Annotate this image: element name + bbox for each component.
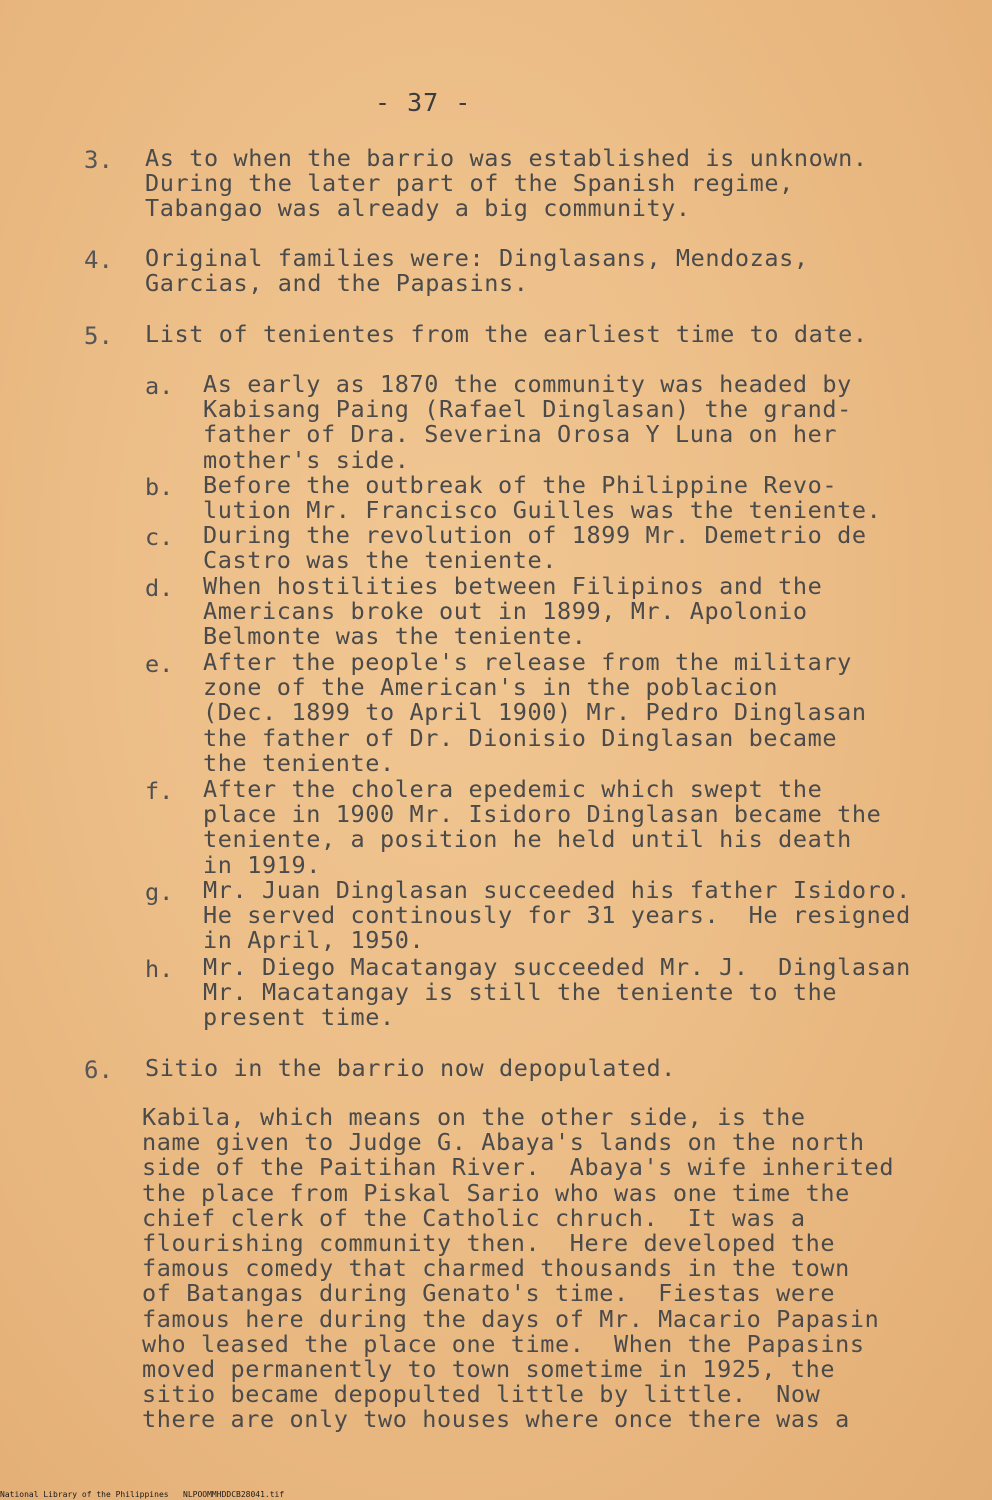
sub-item-letter: e. [145, 650, 174, 678]
footer-library: National Library of the Philippines [0, 1490, 169, 1499]
sub-item-letter: a. [145, 372, 174, 400]
scan-footer [0, 1489, 992, 1500]
sub-item-text: As early as 1870 the community was headed by Kabisang Paing (Rafael Dinglasan) the grand- father of Dra. Severina Orosa Y Luna on her mother's side. [203, 370, 852, 474]
item-number: 4. [84, 246, 113, 274]
sub-item-text: Mr. Juan Dinglasan succeeded his father Isidoro. He served continously for 31 years. He resigned in April, 1950. [203, 876, 911, 955]
sub-item-letter: g. [145, 878, 174, 906]
page-number: - 37 - [375, 88, 472, 117]
item-number: 3. [84, 146, 113, 174]
sitio-paragraph: Kabila, which means on the other side, is the name given to Judge G. Abaya's lands on the north side of the Paitihan River. Abaya's wife inherited the place from Piskal Sario who was one time the chief clerk of the Catholic chruch. It was a flourishing community then. Here developed the famous comedy that charmed thousands in the town of Batangas during Genato's time. Fiestas were famous here during the days of Mr. Macario Papasin who leased the place one time. When the Papasins moved permanently to town sometime in 1925, the sitio became depopulted little by little. Now there are only two houses where once there was a [142, 1103, 895, 1434]
sub-item-letter: f. [145, 777, 174, 805]
sub-item-text: During the revolution of 1899 Mr. Demetrio de Castro was the teniente. [203, 521, 867, 575]
sub-item-text: Before the outbreak of the Philippine Revo- lution Mr. Francisco Guilles was the teniente. [203, 471, 882, 525]
sub-item-letter: h. [145, 955, 174, 983]
footer-filename: NLPOOMMHDDCB28041.tif [183, 1490, 285, 1499]
sub-item-letter: c. [145, 523, 174, 551]
item-text: Original families were: Dinglasans, Mendozas, Garcias, and the Papasins. [145, 244, 809, 298]
sub-item-text: When hostilities between Filipinos and the Americans broke out in 1899, Mr. Apolonio Belmonte was the teniente. [203, 572, 823, 651]
sub-item-text: After the people's release from the military zone of the American's in the poblacion (Dec. 1899 to April 1900) Mr. Pedro Dinglasan the father of Dr. Dionisio Dinglasan became the teniente. [203, 648, 867, 777]
item-number: 5. [84, 322, 113, 350]
item-text: Sitio in the barrio now depopulated. [145, 1054, 676, 1082]
item-text: List of tenientes from the earliest time to date. [145, 320, 868, 348]
sub-item-text: After the cholera epedemic which swept the place in 1900 Mr. Isidoro Dinglasan became the teniente, a position he held until his death in 1919. [203, 775, 882, 879]
item-text: As to when the barrio was established is unknown. During the later part of the Spanish regime, Tabangao was already a big community. [145, 144, 868, 223]
sub-item-letter: b. [145, 473, 174, 501]
item-number: 6. [84, 1056, 113, 1084]
sub-item-letter: d. [145, 574, 174, 602]
sub-item-text: Mr. Diego Macatangay succeeded Mr. J. Dinglasan Mr. Macatangay is still the teniente to the present time. [203, 953, 911, 1032]
